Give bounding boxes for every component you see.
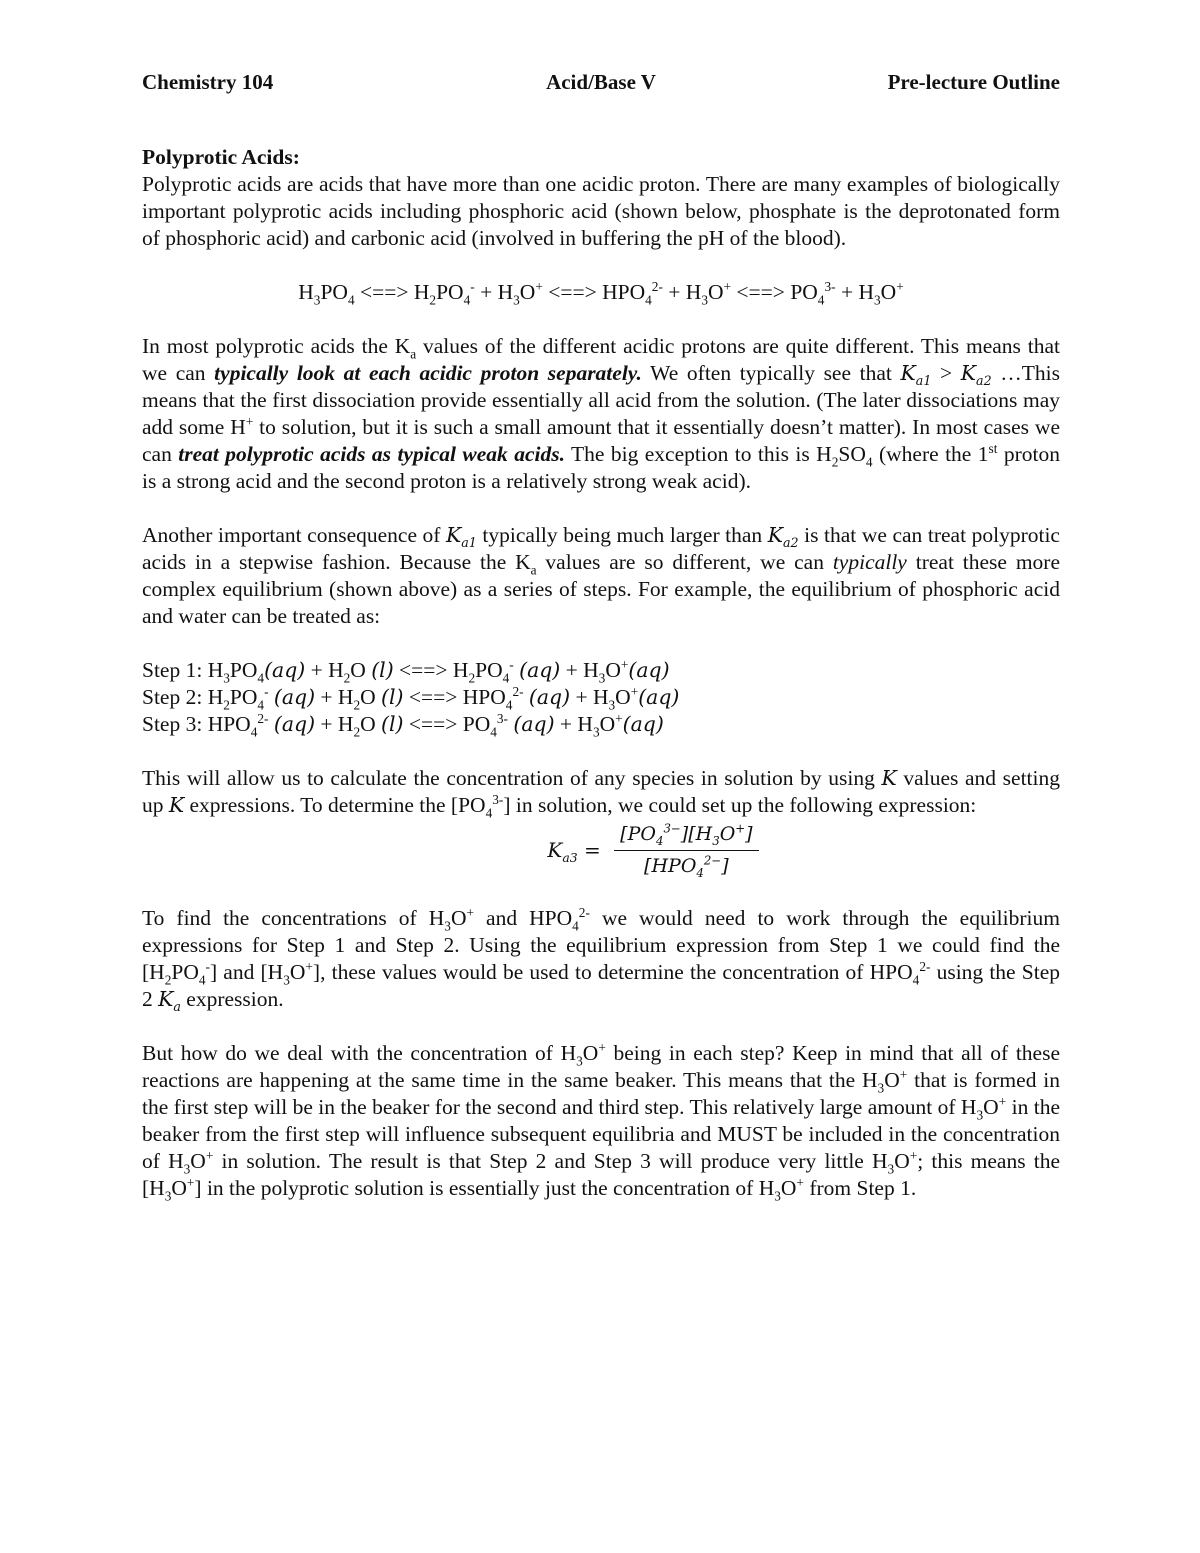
ka-values-paragraph: In most polyprotic acids the $K_a$ values of the different acidic protons are quite different. This means that we can typically look at each acidic proton separately. We often typically see that $K_{a1} > K_{a2}$ …This means that the first dissociation provide essentially all acid from the solution. (The later dissociations may add some H+ to solution, but it is such a small amount that it essentially doesn’t matter). In most cases we can treat polyprotic acids as typical weak acids. The big exception to this is $H_2SO_4$ (where the 1st proton is a strong acid and the second proton is a relatively strong weak acid). [142,334,1061,493]
ka3-symbol: $K_{a3}$ = [547,838,601,865]
topic-title: Acid/Base V [546,70,656,94]
hydronium-paragraph: But how do we deal with the concentration of $H_3O^+$ being in each step? Keep in mind that all of these reactions are happening at the same time in the same beaker. This means that the $H_3O^+$ that is formed in the first step will be in the beaker for the second and third step. This relatively large amount of $H_3O^+$ in the beaker from the first step will influence subsequent equilibria and MUST be included in the concentration of $H_3O^+$ in solution. The result is that Step 2 and Step 3 will produce very little $H_3O^+$; this means the $[H_3O^+]$ in the polyprotic solution is essentially just the concentration of $H_3O^+$ from Step 1. [142,1039,1061,1204]
overall-equilibrium-equation: $H_3PO_4$ <==> $H_2PO_4^- + H_3O^+$ <==> $HPO_4^{2-} + H_3O^+$ <==> $PO_4^{3-} + H_3O^+$ [298,278,904,308]
course-title: Chemistry 104 [142,70,274,94]
step-3-equation: Step 3: $HPO_4^{2-}$ $(aq) + H_2O$ (l) <==> $PO_4^{3-}$ $(aq) + H_3O^+(aq)$ [142,710,664,740]
ka3-formula [142,821,1060,887]
concentrations-paragraph: To find the concentrations of $H_3O^+$ and $HPO_4^{2-}$ we would need to work through the equilibrium expressions for Step 1 and Step 2. Using the equilibrium expression from Step 1 we could find the $[H_2PO_4^-]$ and $[H_3O^+]$, these values would be used to determine the concentration of $HPO_4^{2-}$ using the Step 2 $K_a$ expression. [142,904,1060,1015]
document-type: Pre-lecture Outline [887,70,1060,94]
step-2-equation: Step 2: $H_2PO_4^-$ $(aq) + H_2O$ (l) <==> $HPO_4^{2-}$ $(aq) + H_3O^+(aq)$ [142,683,680,713]
fraction-denominator: $[HPO_4^{2-}]$ [644,853,729,880]
intro-paragraph: Polyprotic acids are acids that have more than one acidic proton. There are many examples of biologically important polyprotic acids including phosphoric acid (shown below, phosphate is the deprotonated form of phosphoric acid) and carbonic acid (involved in buffering the pH of the blood). [142,172,1060,250]
document-page [142,70,1060,1202]
document-body [142,144,1060,1202]
step-1-equation: Step 1: $H_3PO_4(aq) + H_2O$ (l) <==> $H_2PO_4^-$ $(aq) + H_3O^+(aq)$ [142,656,670,686]
page-header [142,70,1060,104]
ka3-fraction [614,821,758,880]
section-heading: Polyprotic Acids: [142,145,300,169]
k-expression-paragraph: This will allow us to calculate the concentration of any species in solution by using K values and setting up K expressions. To determine the $[PO_4^{3-}]$ in solution, we could set up the following expression: [142,766,1060,821]
stepwise-paragraph: Another important consequence of $K_{a1}$ typically being much larger than $K_{a2}$ is that we can treat polyprotic acids in a stepwise fashion. Because the $K_a$ values are so different, we can typically treat these more complex equilibrium (shown above) as a series of steps. For example, the equilibrium of phosphoric acid and water can be treated as: [142,523,1061,628]
fraction-numerator: $[PO_4^{3-}][H_3O^+]$ [614,821,758,851]
